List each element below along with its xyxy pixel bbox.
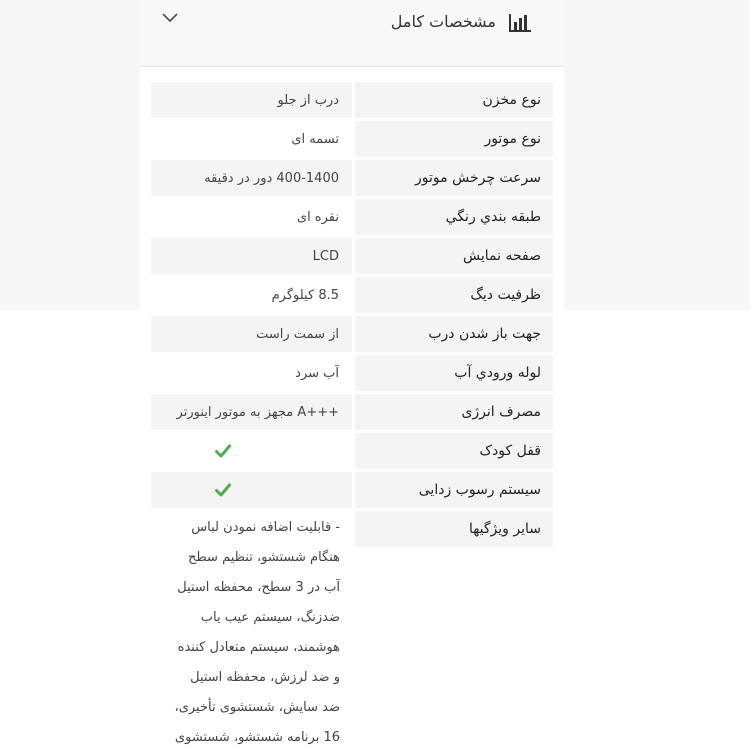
spec-row [151,238,553,274]
specs-header[interactable] [140,0,564,67]
spec-label: مصرف انرژی [355,394,553,430]
bar-chart-icon [508,12,532,34]
spec-value: +++A مجهز به موتور اینورتر [151,394,352,430]
spec-label: سرعت چرخش موتور [355,160,553,196]
spec-row [151,199,553,235]
spec-row [151,277,553,313]
spec-label: سیستم رسوب زدایی [355,472,553,508]
specs-card [140,0,564,750]
spec-value [151,472,352,508]
spec-row [151,82,553,118]
spec-value: 400-1400 دور در دقیقه [151,160,352,196]
spec-value: از سمت راست [151,316,352,352]
spec-value: نقره ای [151,199,352,235]
spec-label: جهت باز شدن درب [355,316,553,352]
spec-row [151,394,553,430]
spec-value [151,433,352,469]
spec-label: قفل کودک [355,433,553,469]
checkmark-icon [215,444,231,458]
chevron-down-icon[interactable] [160,8,180,28]
spec-value: - قابلیت اضافه نمودن لباس هنگام شستشو، تنظیم سطح آب در 3 سطح، محفظه استیل ضدزنگ، سیستم عیب یاب هوشمند، سیستم متعادل کننده و ضد لرزش، محفظه استیل ضد سایش، شستشوی تأخیری، 16 برنامه شستشو، شستشوی [151,511,352,753]
spec-value: 8.5 کیلوگرم [151,277,352,313]
spec-label: نوع مخزن [355,82,553,118]
spec-value: آب سرد [151,355,352,391]
spec-label: ظرفیت دیگ [355,277,553,313]
spec-value: تسمه ای [151,121,352,157]
spec-row [151,433,553,469]
spec-label: طبقه بندي رنگي [355,199,553,235]
spec-row [151,472,553,508]
spec-row [151,121,553,157]
specs-table [151,82,553,756]
spec-row [151,316,553,352]
spec-label: صفحه نمايش [355,238,553,274]
spec-label: نوع موتور [355,121,553,157]
spec-value: درب از جلو [151,82,352,118]
spec-row [151,511,553,753]
spec-value: LCD [151,238,352,274]
spec-row [151,355,553,391]
spec-label: سایر ویژگیها [355,511,553,547]
checkmark-icon [215,483,231,497]
spec-row [151,160,553,196]
spec-label: لوله ورودي آب [355,355,553,391]
specs-title: مشخصات کامل [390,12,496,31]
